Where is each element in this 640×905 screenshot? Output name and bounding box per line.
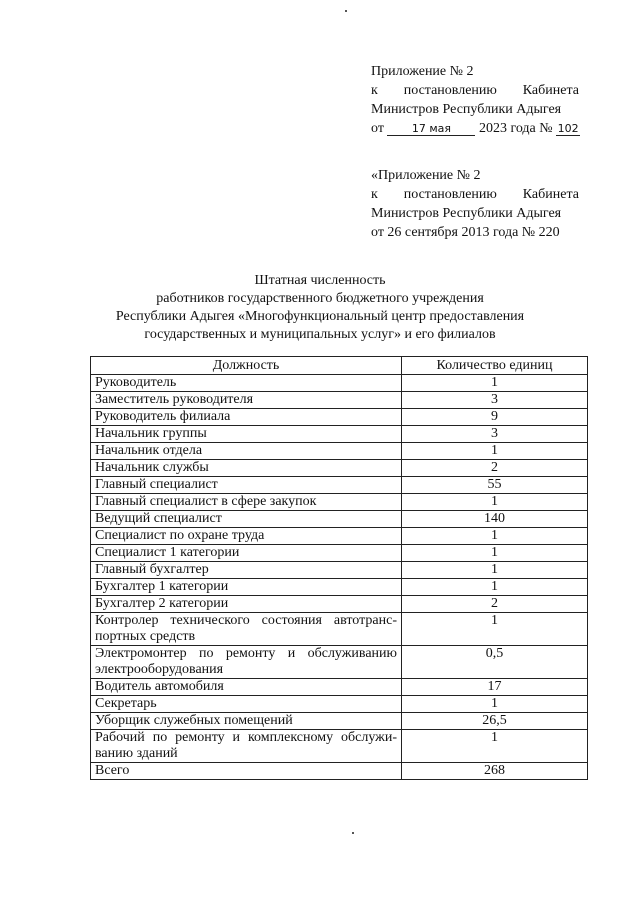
count-cell: 140 [402,511,588,528]
position-cell: Начальник отдела [91,443,402,460]
table-row [91,730,588,763]
count-cell: 1 [402,696,588,713]
table-header-row [91,357,588,375]
count-cell: 1 [402,545,588,562]
position-cell: Контролер технического состояния автотранс-портных средств [91,613,402,646]
count-cell: 1 [402,528,588,545]
table-row [91,596,588,613]
count-cell: 3 [402,392,588,409]
count-cell: 1 [402,375,588,392]
scan-speck-bottom [352,832,354,834]
table-row [91,696,588,713]
count-cell: 2 [402,460,588,477]
position-cell: Руководитель филиала [91,409,402,426]
position-cell: Главный бухгалтер [91,562,402,579]
position-cell: Руководитель [91,375,402,392]
count-cell: 3 [402,426,588,443]
table-row [91,646,588,679]
table-row [91,763,588,780]
position-cell: Водитель автомобиля [91,679,402,696]
table-row [91,613,588,646]
count-cell: 1 [402,494,588,511]
position-cell: Начальник группы [91,426,402,443]
appendix-header-old [371,166,579,242]
table-row [91,375,588,392]
position-cell: Секретарь [91,696,402,713]
count-cell: 55 [402,477,588,494]
count-cell: 268 [402,763,588,780]
appendix-date-line: от 17 мая 2023 года № 102 [371,121,579,136]
position-cell: Всего [91,763,402,780]
position-cell: Бухгалтер 2 категории [91,596,402,613]
document-title: Штатная численность работников государственного бюджетного учреждения Республики Адыгея «Многофункциональный центр предоставления государственных и муниципальных услуг» и его филиалов [115,273,525,342]
table-row [91,477,588,494]
count-cell: 0,5 [402,646,588,679]
table-row [91,545,588,562]
count-cell: 1 [402,562,588,579]
scan-speck-top [345,10,347,12]
table-row [91,494,588,511]
table-row [91,443,588,460]
count-cell: 1 [402,579,588,596]
staff-table [90,356,588,780]
appendix-resolution-line: к постановлению Кабинета [371,83,579,98]
column-header-count: Количество единиц [402,357,588,375]
position-cell: Ведущий специалист [91,511,402,528]
table-row [91,528,588,545]
position-cell: Главный специалист в сфере закупок [91,494,402,511]
count-cell: 1 [402,613,588,646]
count-cell: 17 [402,679,588,696]
appendix-old-label: «Приложение № 2 [371,168,481,183]
appendix-cabinet-line: Министров Республики Адыгея [371,102,562,117]
date-filled-value: 17 мая [387,123,475,136]
position-cell: Уборщик служебных помещений [91,713,402,730]
table-row [91,426,588,443]
count-cell: 9 [402,409,588,426]
position-cell: Начальник службы [91,460,402,477]
count-cell: 26,5 [402,713,588,730]
column-header-position: Должность [91,357,402,375]
count-cell: 2 [402,596,588,613]
appendix-label: Приложение № 2 [371,64,474,79]
position-cell: Специалист 1 категории [91,545,402,562]
position-cell: Заместитель руководителя [91,392,402,409]
table-row [91,679,588,696]
appendix-old-resolution-line: к постановлению Кабинета [371,187,579,202]
table-row [91,409,588,426]
position-cell: Бухгалтер 1 категории [91,579,402,596]
table-row [91,562,588,579]
table-row [91,511,588,528]
position-cell: Специалист по охране труда [91,528,402,545]
position-cell: Электромонтер по ремонту и обслуживанию электрооборудования [91,646,402,679]
table-row [91,460,588,477]
count-cell: 1 [402,730,588,763]
table-row [91,392,588,409]
table-row [91,713,588,730]
appendix-header-new [371,62,579,138]
appendix-old-date-line: от 26 сентября 2013 года № 220 [371,225,560,240]
appendix-old-cabinet-line: Министров Республики Адыгея [371,206,562,221]
position-cell: Рабочий по ремонту и комплексному обслужи-ванию зданий [91,730,402,763]
number-filled-value: 102 [557,122,579,135]
position-cell: Главный специалист [91,477,402,494]
count-cell: 1 [402,443,588,460]
table-row [91,579,588,596]
